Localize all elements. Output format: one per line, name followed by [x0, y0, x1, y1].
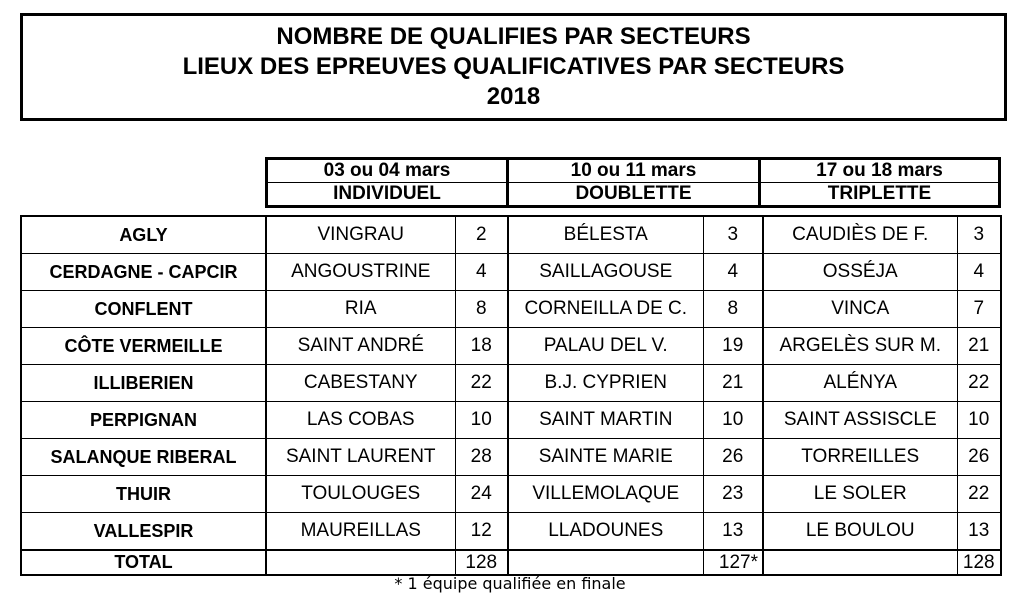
sector-name: ILLIBERIEN	[21, 365, 266, 402]
col-category-triplette: TRIPLETTE	[760, 183, 1000, 207]
qualified-count: 24	[455, 476, 508, 513]
qualified-count: 26	[703, 439, 763, 476]
venue-cell: ALÉNYA	[763, 365, 957, 402]
col-category-individuel: INDIVIDUEL	[267, 183, 508, 207]
sector-name: THUIR	[21, 476, 266, 513]
venue-cell: CAUDIÈS DE F.	[763, 216, 957, 254]
qualified-count: 10	[455, 402, 508, 439]
title-year: 2018	[486, 83, 541, 110]
total-empty-cell	[508, 550, 703, 575]
venue-cell: PALAU DEL V.	[508, 328, 703, 365]
venue-cell: ANGOUSTRINE	[266, 254, 455, 291]
total-value: 127*	[703, 550, 763, 575]
venue-cell: LE SOLER	[763, 476, 957, 513]
venue-cell: VINGRAU	[266, 216, 455, 254]
qualified-count: 21	[957, 328, 1001, 365]
total-label: TOTAL	[21, 550, 266, 575]
qualified-count: 4	[957, 254, 1001, 291]
table-row	[21, 328, 1001, 365]
column-header-table	[265, 157, 1001, 208]
total-empty-cell	[266, 550, 455, 575]
venue-cell: CABESTANY	[266, 365, 455, 402]
col-date-individuel: 03 ou 04 mars	[267, 159, 508, 183]
sector-name: VALLESPIR	[21, 513, 266, 551]
title-line-2: LIEUX DES EPREUVES QUALIFICATIVES PAR SECTEURS	[182, 53, 845, 80]
table-row	[21, 291, 1001, 328]
qualified-count: 23	[703, 476, 763, 513]
venue-cell: SAINT ANDRÉ	[266, 328, 455, 365]
qualified-count: 2	[455, 216, 508, 254]
venue-cell: SAINT LAURENT	[266, 439, 455, 476]
qualified-count: 12	[455, 513, 508, 551]
venue-cell: BÉLESTA	[508, 216, 703, 254]
qualified-count: 22	[957, 476, 1001, 513]
title-line-1: NOMBRE DE QUALIFIES PAR SECTEURS	[276, 23, 751, 50]
sector-name: CERDAGNE - CAPCIR	[21, 254, 266, 291]
sector-name: SALANQUE RIBERAL	[21, 439, 266, 476]
table-row	[21, 365, 1001, 402]
qualified-count: 8	[703, 291, 763, 328]
qualified-count: 4	[703, 254, 763, 291]
table-row	[21, 402, 1001, 439]
qualified-count: 10	[703, 402, 763, 439]
venue-cell: B.J. CYPRIEN	[508, 365, 703, 402]
table-row	[21, 513, 1001, 551]
total-value: 128	[957, 550, 1001, 575]
qualified-count: 10	[957, 402, 1001, 439]
col-date-triplette: 17 ou 18 mars	[760, 159, 1000, 183]
qualified-count: 13	[703, 513, 763, 551]
venue-cell: VILLEMOLAQUE	[508, 476, 703, 513]
qualified-count: 3	[957, 216, 1001, 254]
total-row	[21, 550, 1001, 575]
venue-cell: TOULOUGES	[266, 476, 455, 513]
sector-name: PERPIGNAN	[21, 402, 266, 439]
qualified-count: 7	[957, 291, 1001, 328]
qualifiers-table	[20, 215, 1002, 576]
qualified-count: 4	[455, 254, 508, 291]
venue-cell: LLADOUNES	[508, 513, 703, 551]
title-box	[20, 13, 1007, 121]
sector-name: AGLY	[21, 216, 266, 254]
venue-cell: VINCA	[763, 291, 957, 328]
qualified-count: 26	[957, 439, 1001, 476]
total-value: 128	[455, 550, 508, 575]
total-empty-cell	[763, 550, 957, 575]
table-row	[21, 476, 1001, 513]
sector-name: CONFLENT	[21, 291, 266, 328]
venue-cell: OSSÉJA	[763, 254, 957, 291]
qualified-count: 13	[957, 513, 1001, 551]
qualified-count: 18	[455, 328, 508, 365]
venue-cell: SAINT MARTIN	[508, 402, 703, 439]
venue-cell: RIA	[266, 291, 455, 328]
col-date-doublette: 10 ou 11 mars	[508, 159, 760, 183]
venue-cell: SAINT ASSISCLE	[763, 402, 957, 439]
sector-name: CÔTE VERMEILLE	[21, 328, 266, 365]
table-row	[21, 439, 1001, 476]
venue-cell: LE BOULOU	[763, 513, 957, 551]
venue-cell: LAS COBAS	[266, 402, 455, 439]
qualified-count: 21	[703, 365, 763, 402]
venue-cell: MAUREILLAS	[266, 513, 455, 551]
venue-cell: SAINTE MARIE	[508, 439, 703, 476]
venue-cell: TORREILLES	[763, 439, 957, 476]
qualified-count: 19	[703, 328, 763, 365]
venue-cell: SAILLAGOUSE	[508, 254, 703, 291]
venue-cell: ARGELÈS SUR M.	[763, 328, 957, 365]
qualified-count: 22	[455, 365, 508, 402]
qualified-count: 28	[455, 439, 508, 476]
qualified-count: 22	[957, 365, 1001, 402]
table-row	[21, 254, 1001, 291]
venue-cell: CORNEILLA DE C.	[508, 291, 703, 328]
table-row	[21, 216, 1001, 254]
qualified-count: 3	[703, 216, 763, 254]
footnote: * 1 équipe qualifiée en finale	[394, 574, 626, 593]
qualified-count: 8	[455, 291, 508, 328]
col-category-doublette: DOUBLETTE	[508, 183, 760, 207]
